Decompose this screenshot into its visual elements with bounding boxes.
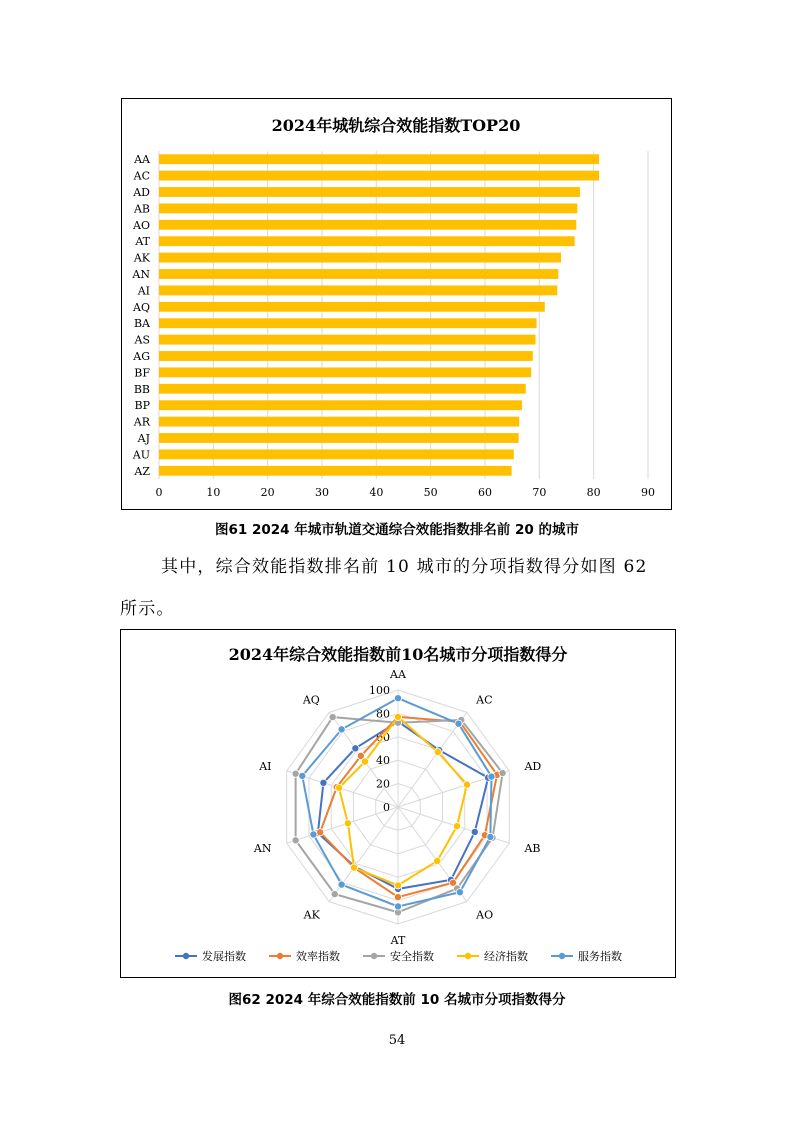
- radar-point-4-AB: [453, 823, 460, 830]
- radar-point-4-AO: [434, 857, 441, 864]
- radar-point-3-AD: [499, 769, 506, 776]
- radar-category-label-AD: AD: [524, 759, 542, 773]
- radar-point-5-AI: [299, 772, 306, 779]
- bar-AI: [159, 285, 557, 295]
- bar-AG: [159, 351, 533, 361]
- bar-BA: [159, 318, 537, 328]
- legend-swatch-marker-5: [559, 953, 565, 959]
- bar-AZ: [159, 466, 512, 476]
- radar-point-3-AK: [331, 890, 338, 897]
- radar-point-2-AT: [394, 893, 401, 900]
- y-tick-label-AD: AD: [133, 186, 150, 199]
- y-tick-label-BF: BF: [134, 366, 150, 380]
- radar-axis-label-60: 60: [376, 730, 390, 744]
- page-number: 54: [388, 1033, 406, 1048]
- radar-point-5-AK: [338, 881, 345, 888]
- x-tick-label-30: 30: [315, 486, 329, 499]
- legend-swatch-marker-3: [371, 953, 377, 959]
- y-tick-label-AC: AC: [133, 169, 150, 183]
- y-tick-label-AB: AB: [133, 202, 150, 216]
- bar-AT: [159, 236, 575, 246]
- radar-point-4-AK: [350, 864, 357, 871]
- radar-category-label-AO: AO: [476, 908, 494, 922]
- radar-point-5-AQ: [338, 726, 345, 733]
- radar-chart-figure-62: [120, 629, 676, 978]
- radar-point-5-AN: [310, 831, 317, 838]
- bar-AU: [159, 449, 514, 459]
- y-tick-label-AR: AR: [133, 415, 150, 429]
- radar-category-label-AC: AC: [476, 693, 493, 707]
- radar-point-4-AN: [344, 820, 351, 827]
- x-tick-label-50: 50: [423, 486, 438, 499]
- radar-point-5-AB: [487, 833, 494, 840]
- bar-AS: [159, 335, 536, 345]
- legend-swatch-marker-1: [183, 953, 189, 959]
- radar-point-3-AQ: [329, 713, 336, 720]
- y-tick-label-AJ: AJ: [137, 432, 150, 445]
- bar-chart-title: 2024年城轨综合效能指数TOP20: [271, 116, 521, 135]
- radar-axis-label-100: 100: [369, 684, 390, 697]
- radar-category-label-AI: AI: [259, 759, 272, 773]
- y-tick-label-AU: AU: [132, 448, 150, 462]
- legend-swatch-marker-4: [465, 953, 471, 959]
- radar-axis-label-40: 40: [376, 754, 390, 768]
- x-tick-label-40: 40: [369, 486, 384, 499]
- bar-AJ: [159, 433, 519, 443]
- legend-swatch-marker-2: [277, 953, 283, 959]
- radar-point-1-AQ: [352, 745, 359, 752]
- radar-point-4-AD: [463, 781, 470, 788]
- radar-category-label-AA: AA: [390, 668, 406, 681]
- radar-series-line-4: [339, 717, 467, 885]
- figure-61-caption: 图61 2024 年城市轨道交通综合效能指数排名前 20 的城市: [215, 522, 579, 538]
- radar-point-1-AB: [471, 828, 478, 835]
- radar-category-label-AQ: AQ: [302, 693, 320, 707]
- radar-chart-title: 2024年综合效能指数前10名城市分项指数得分: [228, 645, 568, 664]
- x-tick-label-90: 90: [641, 486, 655, 499]
- radar-point-5-AC: [455, 720, 462, 727]
- radar-category-label-AT: AT: [390, 934, 406, 947]
- radar-point-5-AO: [456, 889, 463, 896]
- radar-point-5-AD: [488, 773, 495, 780]
- y-tick-label-AZ: AZ: [134, 464, 150, 478]
- radar-axis-label-20: 20: [376, 777, 390, 791]
- radar-point-4-AA: [394, 713, 401, 720]
- bar-BP: [159, 400, 522, 410]
- radar-category-label-AB: AB: [524, 842, 541, 856]
- radar-axis-label-80: 80: [376, 707, 390, 721]
- radar-point-5-AT: [394, 903, 401, 910]
- radar-point-1-AI: [320, 779, 327, 786]
- y-tick-label-AK: AK: [133, 251, 150, 265]
- radar-category-label-AN: AN: [253, 842, 272, 856]
- bar-AQ: [159, 302, 545, 312]
- x-tick-label-20: 20: [260, 486, 275, 499]
- radar-point-4-AI: [335, 784, 342, 791]
- y-tick-label-AI: AI: [137, 284, 150, 298]
- paragraph-line-2: 所示。: [120, 599, 175, 619]
- x-tick-label-70: 70: [532, 486, 547, 499]
- bar-AK: [159, 253, 561, 263]
- radar-point-4-AT: [394, 882, 401, 889]
- bar-chart-figure-61: [121, 98, 672, 510]
- y-tick-label-AN: AN: [132, 268, 150, 281]
- y-tick-label-AG: AG: [133, 350, 150, 363]
- legend-label-3: 安全指数: [390, 950, 434, 963]
- bar-AO: [159, 220, 576, 230]
- legend-label-2: 效率指数: [296, 950, 340, 963]
- x-tick-label-80: 80: [586, 486, 601, 499]
- y-tick-label-BA: BA: [133, 317, 150, 331]
- bar-BF: [159, 367, 531, 377]
- bar-AN: [159, 269, 558, 279]
- radar-category-label-AK: AK: [303, 908, 320, 922]
- x-tick-label-10: 10: [206, 486, 221, 499]
- y-tick-label-AT: AT: [135, 235, 150, 249]
- y-tick-label-AQ: AQ: [133, 300, 150, 314]
- radar-point-3-AN: [292, 837, 299, 844]
- bar-AC: [159, 171, 599, 181]
- bar-BB: [159, 384, 526, 394]
- legend-label-4: 经济指数: [484, 950, 528, 963]
- y-tick-label-AA: AA: [134, 153, 150, 167]
- bar-AB: [159, 203, 577, 213]
- x-tick-label-0: 0: [155, 486, 163, 499]
- y-tick-label-BP: BP: [134, 399, 150, 413]
- x-tick-label-60: 60: [478, 486, 492, 499]
- bar-AR: [159, 417, 519, 427]
- radar-point-4-AC: [434, 749, 441, 756]
- radar-point-2-AN: [317, 829, 324, 836]
- legend-label-5: 服务指数: [578, 950, 622, 963]
- radar-point-5-AA: [394, 695, 401, 702]
- radar-point-4-AQ: [361, 758, 368, 765]
- bar-AA: [159, 154, 599, 164]
- radar-axis-label-0: 0: [383, 801, 390, 814]
- paragraph-line-1: 其中，综合效能指数排名前 10 城市的分项指数得分如图 62: [161, 557, 648, 577]
- radar-spoke-AN: [287, 807, 398, 843]
- figure-62-caption: 图62 2024 年综合效能指数前 10 名城市分项指数得分: [228, 992, 566, 1008]
- radar-chart-svg: [121, 630, 675, 977]
- bar-chart-svg: [122, 99, 671, 509]
- legend-label-1: 发展指数: [202, 950, 246, 963]
- bar-AD: [159, 187, 580, 197]
- y-tick-label-AO: AO: [133, 218, 150, 232]
- y-tick-label-BB: BB: [133, 382, 150, 396]
- y-tick-label-AS: AS: [134, 333, 150, 347]
- radar-point-3-AI: [292, 770, 299, 777]
